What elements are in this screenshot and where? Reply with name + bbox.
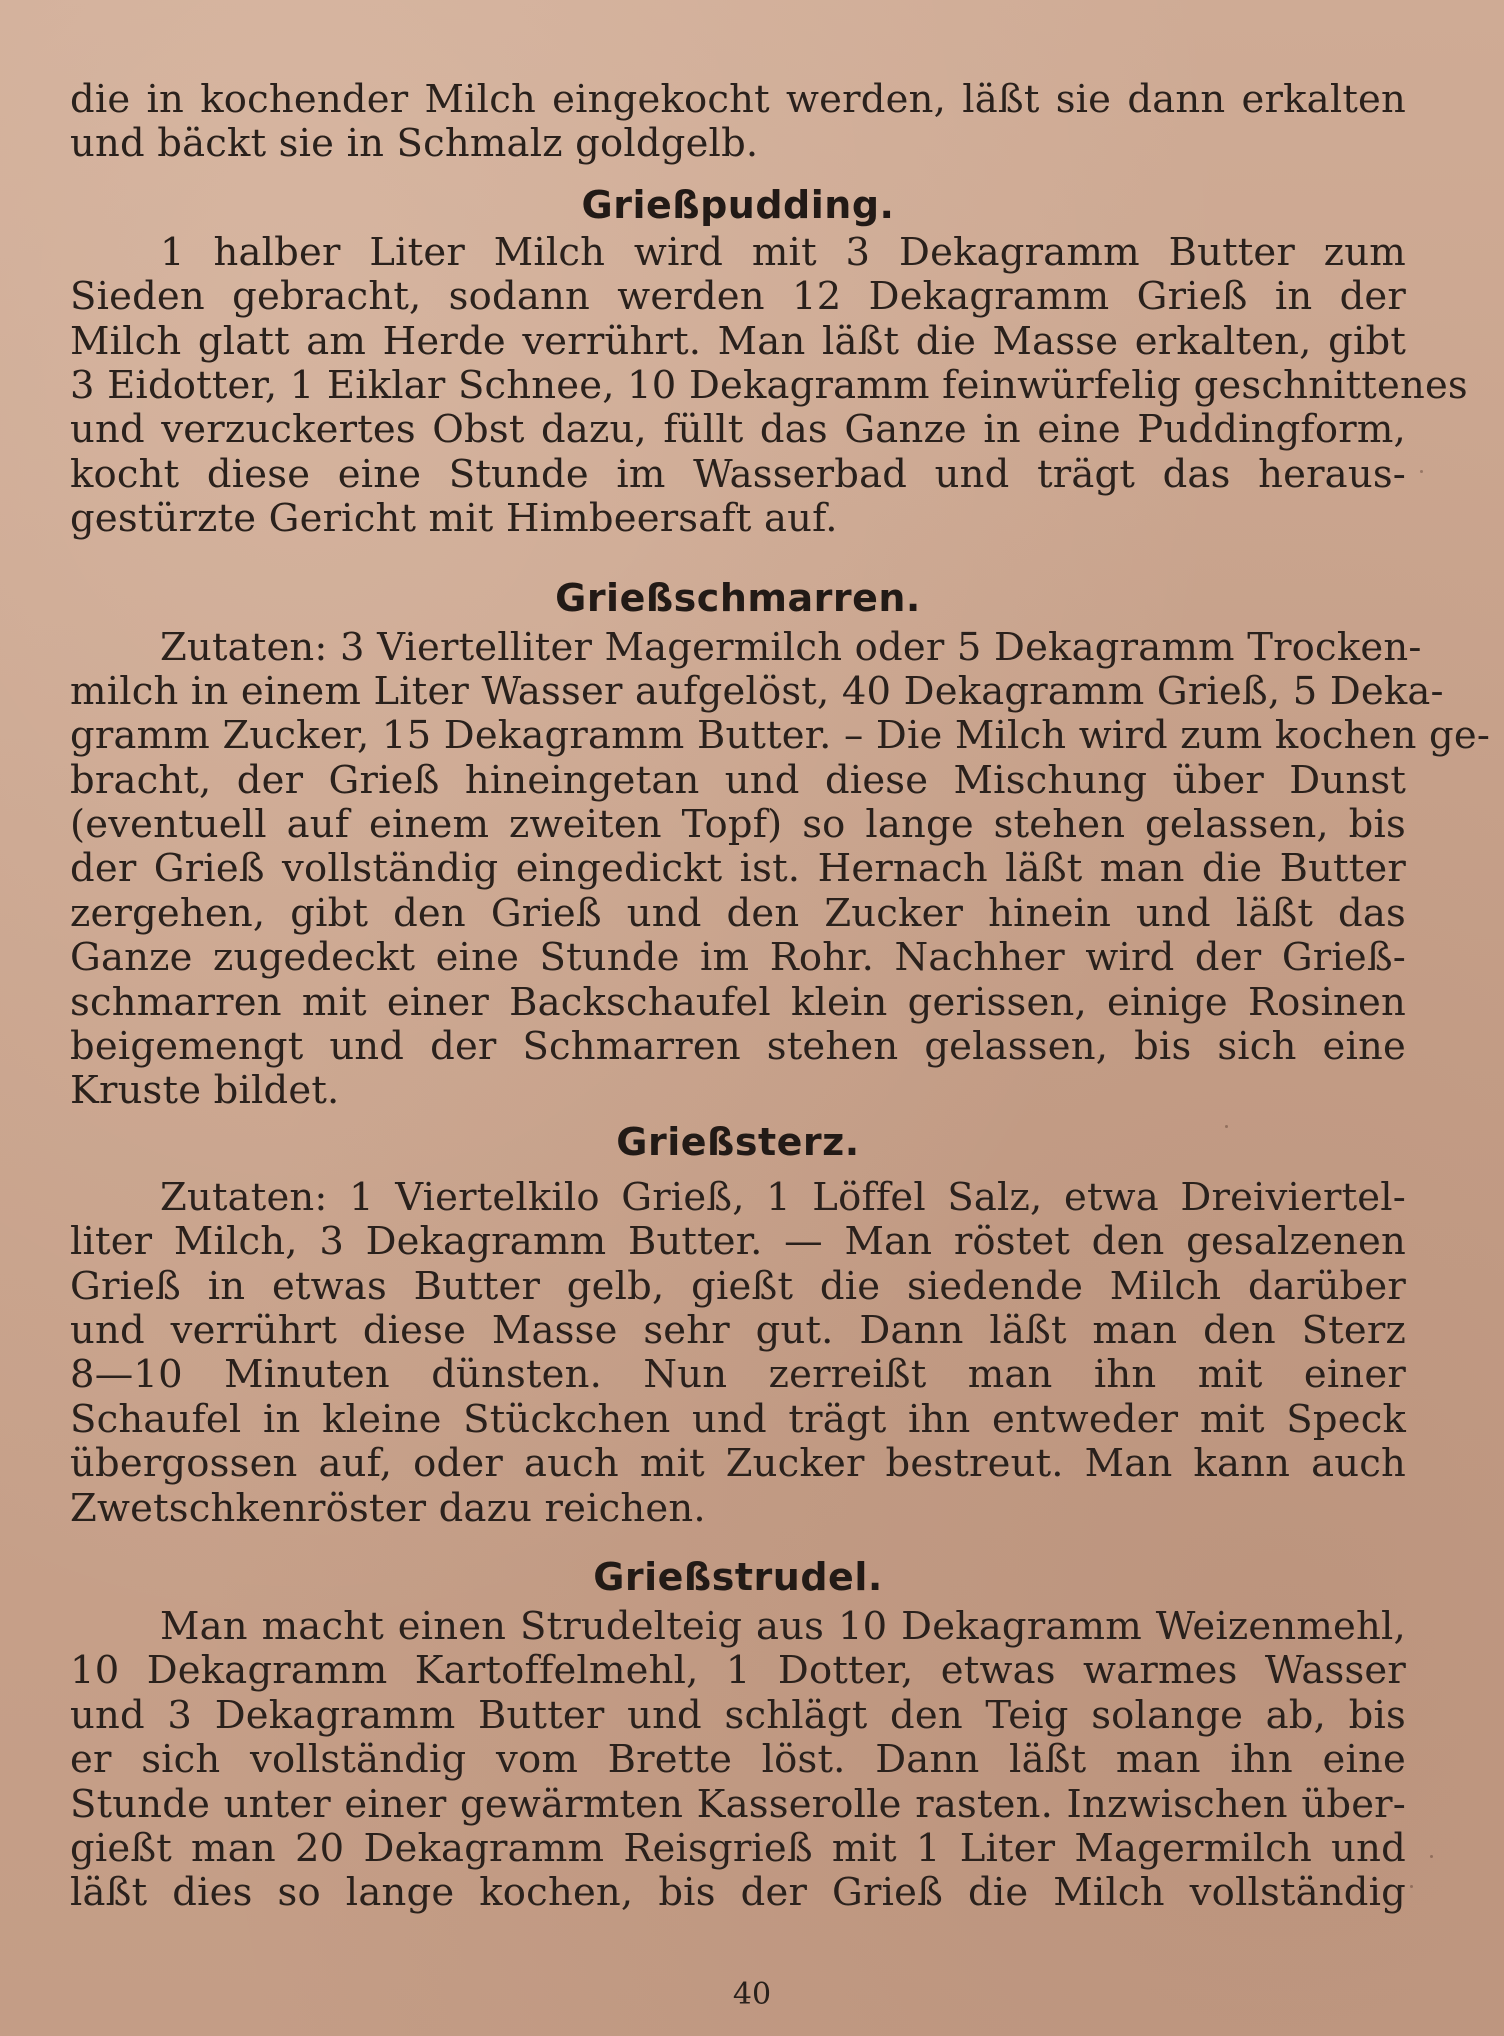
text-line: 3 Eidotter, 1 Eiklar Schnee, 10 Dekagramm feinwürfelig geschnittenes [70, 362, 1468, 408]
text-line: Sieden gebracht, sodann werden 12 Dekagramm Grieß in der [70, 274, 1406, 320]
text-line: 8—10 Minuten dünsten. Nun zerreißt man ihn mit einer [70, 1352, 1406, 1398]
paper-speck [96, 520, 99, 523]
text-line: zergehen, gibt den Grieß und den Zucker hinein und läßt das [70, 890, 1406, 936]
text-line: die in kochender Milch eingekocht werden, läßt sie dann erkalten [70, 77, 1406, 122]
text-line: Grieß in etwas Butter gelb, gießt die siedende Milch darüber [70, 1263, 1406, 1309]
text-line: milch in einem Liter Wasser aufgelöst, 40 Dekagramm Grieß, 5 Deka- [70, 668, 1444, 714]
text-line: schmarren mit einer Backschaufel klein gerissen, einige Rosinen [70, 979, 1406, 1025]
text-line: Schaufel in kleine Stückchen und trägt ihn entweder mit Speck [70, 1396, 1406, 1442]
text-line: er sich vollständig vom Brette löst. Dann läßt man ihn eine [70, 1737, 1406, 1783]
recipe-title: Grießstrudel. [593, 1554, 883, 1599]
text-line: Man macht einen Strudelteig aus 10 Dekagramm Weizenmehl, [160, 1603, 1406, 1649]
text-line: gestürzte Gericht mit Himbeersaft auf. [70, 496, 838, 542]
text-line: läßt dies so lange kochen, bis der Grieß die Milch vollständig [70, 1870, 1406, 1916]
text-line: Milch glatt am Herde verrührt. Man läßt die Masse erkalten, gibt [70, 318, 1406, 364]
text-line: Ganze zugedeckt eine Stunde im Rohr. Nachher wird der Grieß- [70, 935, 1406, 981]
intro-paragraph [70, 78, 1406, 167]
text-line: 10 Dekagramm Kartoffelmehl, 1 Dotter, etwas warmes Wasser [70, 1648, 1406, 1694]
text-line: beigemengt und der Schmarren stehen gelassen, bis sich eine [70, 1024, 1406, 1070]
text-line: Kruste bildet. [70, 1068, 340, 1114]
recipe-title: Grießpudding. [581, 182, 895, 227]
page-content [70, 77, 1491, 1916]
text-line: gießt man 20 Dekagramm Reisgrieß mit 1 Liter Magermilch und [70, 1825, 1406, 1871]
paper-speck [1410, 1885, 1413, 1888]
recipe-title: Grießsterz. [616, 1119, 860, 1164]
text-line: und verzuckertes Obst dazu, füllt das Ganze in eine Puddingform, [70, 407, 1406, 453]
text-line: kocht diese eine Stunde im Wasserbad und trägt das heraus- [70, 451, 1406, 497]
text-line: der Grieß vollständig eingedickt ist. Hernach läßt man die Butter [70, 846, 1406, 892]
text-line: und verrührt diese Masse sehr gut. Dann läßt man den Sterz [70, 1307, 1406, 1353]
text-line: liter Milch, 3 Dekagramm Butter. — Man röstet den gesalzenen [70, 1219, 1406, 1265]
text-line: bracht, der Grieß hineingetan und diese Mischung über Dunst [70, 757, 1406, 803]
text-line: Zutaten: 3 Viertelliter Magermilch oder 5 Dekagramm Trocken- [160, 624, 1422, 670]
recipe-section-griessstrudel [70, 1555, 1406, 1916]
paper-speck [1430, 1855, 1433, 1858]
paper-speck [1420, 470, 1423, 473]
text-line: gramm Zucker, 15 Dekagramm Butter. – Die Milch wird zum kochen ge- [70, 713, 1491, 759]
text-line: Zwetschkenröster dazu reichen. [70, 1485, 706, 1531]
text-line: und bäckt sie in Schmalz goldgelb. [70, 121, 759, 167]
text-line: Zutaten: 1 Viertelkilo Grieß, 1 Löffel Salz, etwa Dreiviertel- [160, 1174, 1406, 1220]
page-number: 40 [732, 1977, 772, 2012]
text-line: übergossen auf, oder auch mit Zucker bestreut. Man kann auch [70, 1441, 1406, 1487]
recipe-section-griesspudding [70, 182, 1468, 542]
text-line: 1 halber Liter Milch wird mit 3 Dekagramm Butter zum [160, 229, 1406, 275]
text-line: Stunde unter einer gewärmten Kasserolle rasten. Inzwischen über- [70, 1781, 1406, 1827]
text-line: und 3 Dekagramm Butter und schlägt den Teig solange ab, bis [70, 1692, 1406, 1738]
recipe-section-griesssterz [70, 1120, 1406, 1531]
recipe-title: Grießschmarren. [555, 575, 921, 620]
recipe-section-griessschmarren [70, 575, 1491, 1114]
paper-speck [1225, 1125, 1228, 1128]
text-line: (eventuell auf einem zweiten Topf) so lange stehen gelassen, bis [70, 802, 1406, 848]
